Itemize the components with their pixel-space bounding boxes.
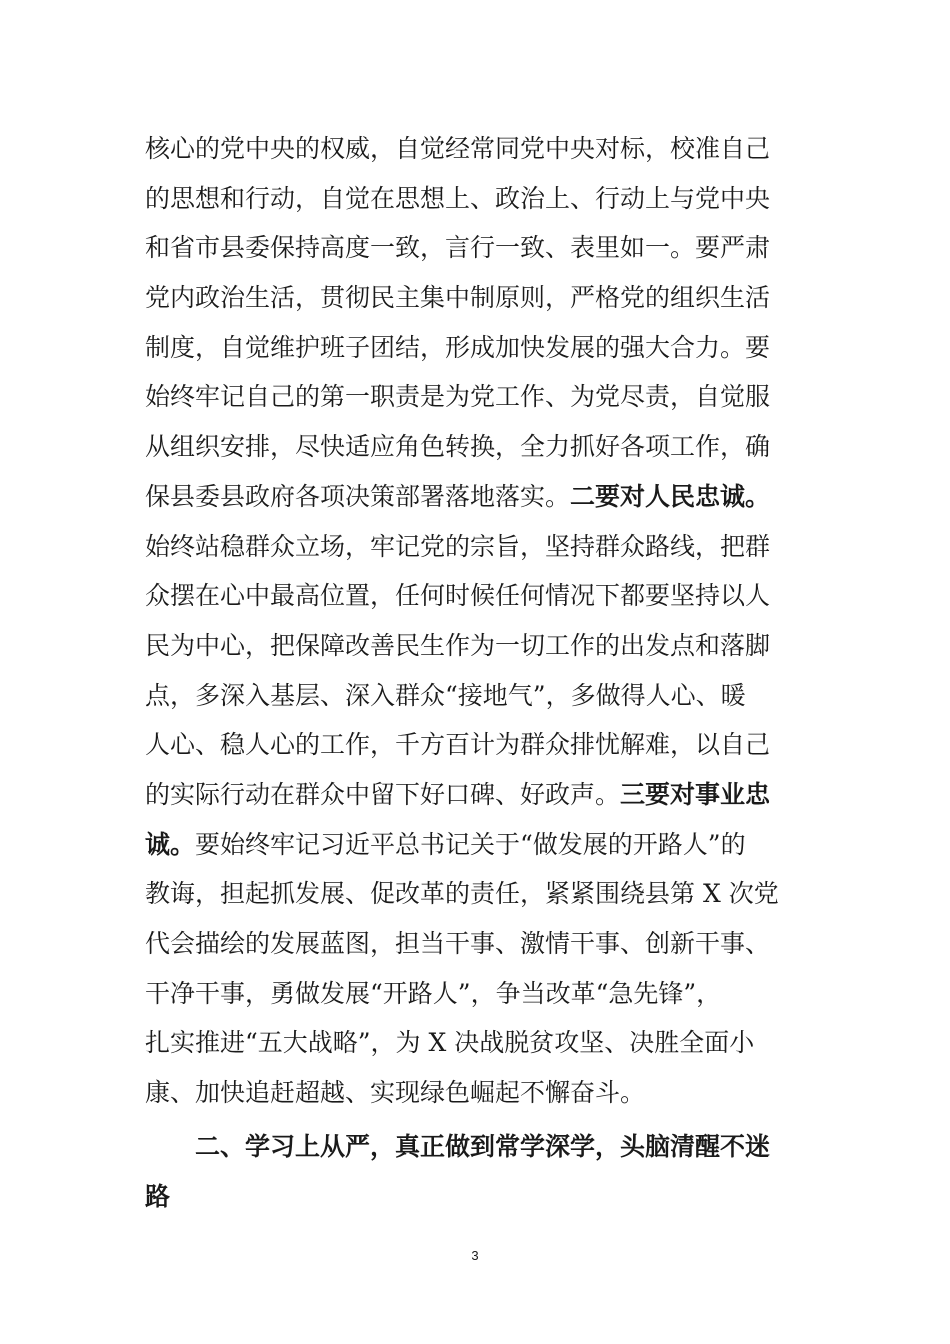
body-text: 的思想和行动，自觉在思想上、政治上、行动上与党中央 (145, 183, 771, 213)
body-paragraph (145, 124, 795, 1118)
paragraph-line (145, 124, 795, 174)
paragraph-line (145, 472, 795, 522)
body-text: 制度，自觉维护班子团结，形成加快发展的强大合力。要 (145, 332, 771, 362)
body-text: 党内政治生活，贯彻民主集中制原则，严格党的组织生活 (145, 283, 771, 313)
section-heading-line-2: 路 (145, 1182, 171, 1211)
body-text: 康、加快追赶超越、实现绿色崛起不懈奋斗。 (145, 1078, 646, 1108)
body-text: 干净干事，勇做发展“开路人”，争当改革“急先锋”， (145, 978, 722, 1008)
page-number: 3 (471, 1248, 479, 1263)
body-text: 扎实推进“五大战略”，为 X 决战脱贫攻坚、决胜全面小 (145, 1028, 755, 1058)
body-text: 众摆在心中最高位置，任何时候任何情况下都要坚持以人 (145, 581, 771, 611)
body-text: 教诲，担起抓发展、促改革的责任，紧紧围绕县第 X 次党 (145, 879, 779, 909)
body-text: 民为中心，把保障改善民生作为一切工作的出发点和落脚 (145, 630, 771, 660)
paragraph-line (145, 671, 795, 721)
paragraph-line (145, 820, 795, 870)
section-heading (145, 1122, 795, 1222)
body-text: 和省市县委保持高度一致，言行一致、表里如一。要严肃 (145, 233, 771, 263)
body-text: 代会描绘的发展蓝图，担当干事、激情干事、创新干事、 (145, 929, 771, 958)
emphasis-text: 二要对人民忠诚。 (570, 481, 771, 511)
paragraph-line (145, 869, 795, 919)
paragraph-line (145, 770, 795, 820)
body-text: 保县委县政府各项决策部署落地落实。 (145, 481, 571, 511)
paragraph-line (145, 1068, 795, 1118)
body-text: 要始终牢记习近平总书记关于“做发展的开路人”的 (195, 829, 746, 859)
paragraph-line (145, 174, 795, 224)
emphasis-text: 三要对事业忠 (620, 779, 771, 809)
body-text: 点，多深入基层、深入群众“接地气”，多做得人心、暖 (145, 680, 746, 710)
body-text: 始终牢记自己的第一职责是为党工作、为党尽责，自觉服 (145, 382, 771, 412)
paragraph-line (145, 273, 795, 323)
body-text: 始终站稳群众立场，牢记党的宗旨，坚持群众路线，把群 (145, 531, 771, 561)
paragraph-line (145, 720, 795, 770)
body-text: 核心的党中央的权威，自觉经常同党中央对标，校准自己 (145, 134, 771, 163)
body-text: 从组织安排，尽快适应角色转换，全力抓好各项工作，确 (145, 432, 771, 462)
paragraph-line (145, 969, 795, 1019)
paragraph-line (145, 1018, 795, 1068)
paragraph-line (145, 522, 795, 572)
emphasis-text: 诚。 (145, 829, 196, 859)
body-text: 的实际行动在群众中留下好口碑、好政声。 (145, 779, 621, 809)
paragraph-line (145, 571, 795, 621)
paragraph-line (145, 323, 795, 373)
section-heading-line-1: 二、学习上从严，真正做到常学深学，头脑清醒不迷 (195, 1132, 771, 1161)
paragraph-line (145, 621, 795, 671)
paragraph-line (145, 372, 795, 422)
paragraph-line (145, 919, 795, 969)
body-text: 人心、稳人心的工作，千方百计为群众排忧解难，以自己 (145, 730, 771, 760)
paragraph-line (145, 223, 795, 273)
paragraph-line (145, 422, 795, 472)
